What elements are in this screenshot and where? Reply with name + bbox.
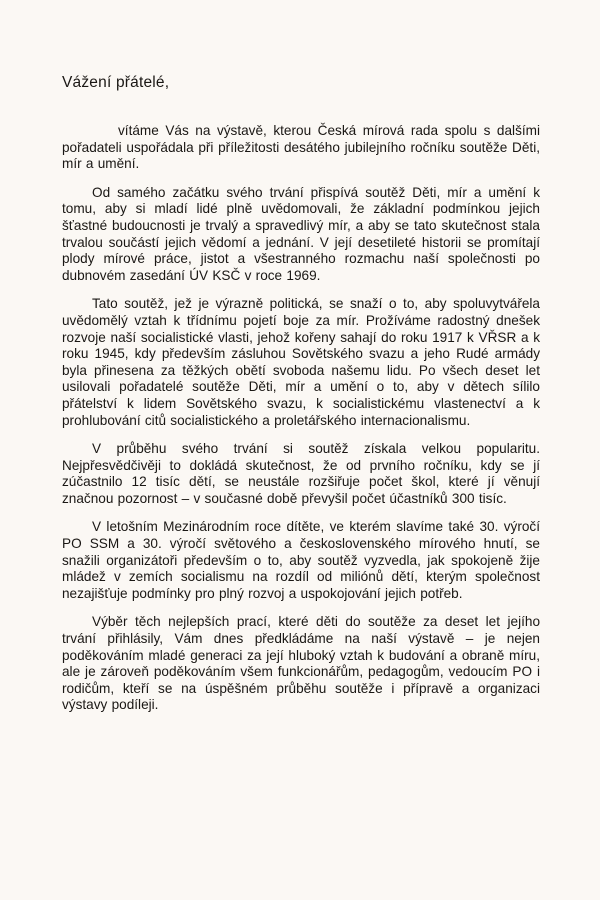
- paragraph: V průběhu svého trvání si soutěž získala velkou popularitu. Nejpřesvědčivěji to dokládá skutečnost, že od prvního ročníku, kdy se jí zúčastnilo 12 tisíc dětí, se neustále rozšiřuje počet škol, které jí věnují značnou pozornost – v současné době převyšil počet účastníků 300 tisíc.: [62, 441, 540, 506]
- paragraph: Od samého začátku svého trvání přispívá soutěž Děti, mír a umění k tomu, aby si mladí lidé plně uvědomovali, že základní podmínkou jejich šťastné budoucnosti je trvalý a spravedlivý mír, a aby se tato skutečnost stala trvalou součástí jejich vědomí a jednání. V její desetileté historii se promítají plody mírové práce, jistot a všestranného rozmachu naší společnosti po dubnovém zasedání ÚV KSČ v roce 1969.: [62, 184, 540, 283]
- paragraph: Výběr těch nejlepších prací, které děti do soutěže za deset let jejího trvání přihlásily, Vám dnes předkládáme na naší výstavě – je nejen poděkováním mladé generaci za její hluboký vztah k budování a obraně míru, ale je zároveň poděkováním všem funkcionářům, pedagogům, vedoucím PO i rodičům, kteří se na úspěšném průběhu soutěže i přípravě a organizaci výstavy podíleji.: [62, 614, 540, 713]
- paragraph: V letošním Mezinárodním roce dítěte, ve kterém slavíme také 30. výročí PO SSM a 30. výročí světového a československého mírového hnutí, se snažili organizátoři především o to, aby soutěž vyzvedla, jak spokojeně žije mládež v zemích socialismu na rozdíl od miliónů dětí, kterým společnost nezajišťuje podmínky pro plný rozvoj a uspokojování jejich potřeb.: [62, 519, 540, 601]
- paragraph: Tato soutěž, jež je výrazně politická, se snaží o to, aby spoluvytvářela uvědomělý vztah k třídnímu pojetí boje za mír. Prožíváme radostný dnešek rozvoje naší socialistické vlasti, jehož kořeny sahají do roku 1917 k VŘSR a k roku 1945, kdy především zásluhou Sovětského svazu a jeho Rudé armády byla přinesena za těžkých obětí svoboda našemu lidu. Po všech deset let usilovali pořadatelé soutěže Děti, mír a umění o to, aby v dětech sílilo přátelství k lidem Sovětského svazu, k socialistickému vlastenectví a k prohlubování citů socialistického a proletářského internacionalismu.: [62, 296, 540, 428]
- paragraph: vítáme Vás na výstavě, kterou Česká mírová rada spolu s dalšími pořadateli uspořádala při příležitosti desátého jubilejního ročníku soutěže Děti, mír a umění.: [62, 123, 540, 172]
- letter-body: [62, 123, 540, 726]
- salutation: Vážení přátelé,: [62, 74, 170, 91]
